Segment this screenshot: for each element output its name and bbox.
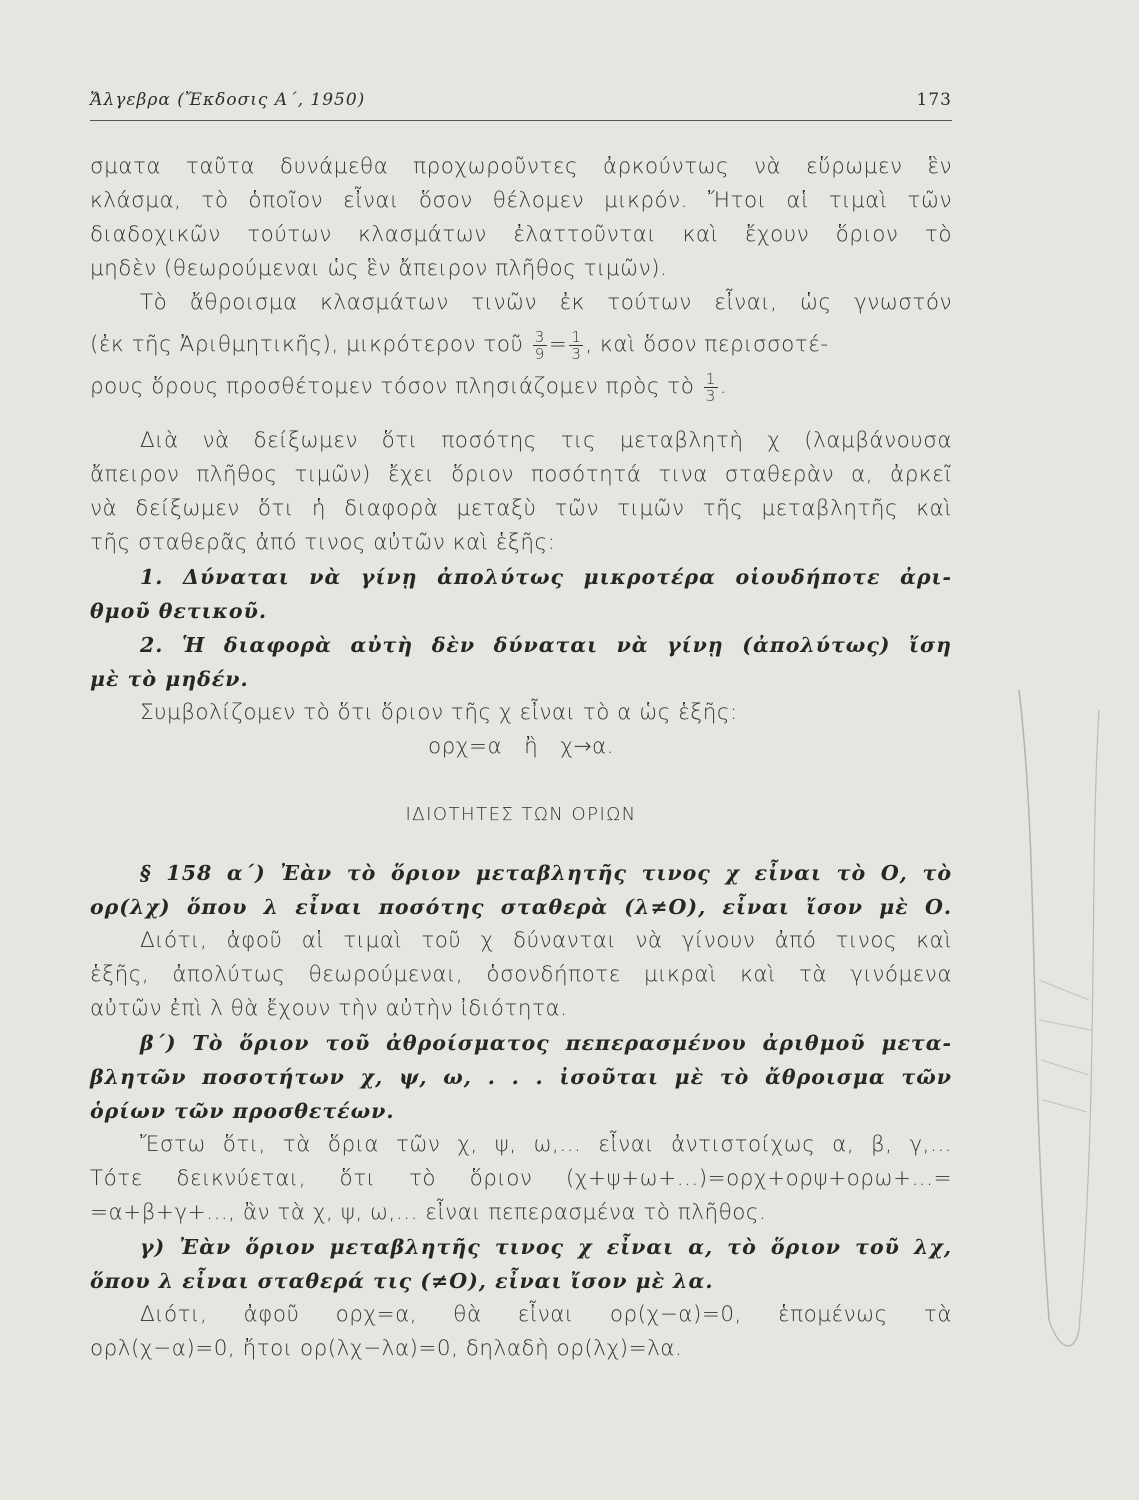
fraction-numerator: 1 [705, 369, 716, 388]
text-line: ὅπου λ εἶναι σταθερά τις (≠Ο), εἶναι ἴσον μὲ λα. [90, 1269, 714, 1293]
paragraph-6 [90, 1128, 952, 1230]
text-line: διαδοχικῶν τούτων κλασμάτων ἐλαττοῦνται καὶ ἔχουν ὅριον τὸ [90, 222, 952, 247]
text-line-with-fractions [90, 328, 952, 362]
text-line: ἑξῆς, ἀπολύτως θεωρούμεναι, ὁσονδήποτε μικραὶ καὶ τὰ γινόμενα [90, 962, 952, 987]
text-line: θμοῦ θετικοῦ. [90, 599, 267, 623]
paragraph-1 [90, 150, 952, 286]
text-line: ἄπειρον πλῆθος τιμῶν) ἔχει ὅριον ποσότητά τινα σταθερὰν α, ἀρκεῖ [90, 462, 952, 487]
text-line: ορλ(χ−α)=0, ἤτοι ορ(λχ−λα)=0, δηλαδὴ ορ(λχ)=λα. [90, 1336, 683, 1361]
text-line: Διὰ νὰ δείξωμεν ὅτι ποσότης τις μεταβλητὴ χ (λαμβάνουσα [140, 428, 952, 453]
property-beta [90, 1026, 952, 1128]
text-line-with-fraction [90, 370, 952, 404]
paragraph-5 [90, 924, 952, 1026]
text-line: Συμβολίζομεν τὸ ὅτι ὅριον τῆς χ εἶναι τὸ α ὡς ἑξῆς: [140, 700, 738, 725]
text-line: 1. Δύναται νὰ γίνῃ ἀπολύτως μικροτέρα οἱουδήποτε ἀρι- [140, 565, 952, 589]
fraction-denominator: 3 [571, 344, 582, 363]
text-line: μὲ τὸ μηδέν. [90, 667, 249, 691]
text-line: ορ(λχ) ὅπου λ εἶναι ποσότης σταθερὰ (λ≠Ο), εἶναι ἴσον μὲ Ο. [90, 895, 952, 919]
property-158-a [90, 856, 952, 924]
fraction-denominator: 9 [534, 344, 545, 363]
pencil-sketch-marks [979, 560, 1139, 1380]
condition-2 [90, 628, 952, 696]
limit-formula: ορχ=α ἢ χ→α. [427, 734, 615, 759]
text-fragment: . [719, 374, 728, 399]
text-line: 2. Ἡ διαφορὰ αὐτὴ δὲν δύναται νὰ γίνῃ (ἀπολύτως) ἴση [140, 633, 952, 657]
text-line: =α+β+γ+..., ἂν τὰ χ, ψ, ω,... εἶναι πεπερασμένα τὸ πλῆθος. [90, 1200, 767, 1225]
running-title: Ἄλγεβρα (Ἔκδοσις Α΄, 1950) [90, 90, 366, 110]
fraction-numerator: 3 [534, 327, 545, 346]
condition-1 [90, 560, 952, 628]
paragraph-4 [90, 696, 952, 764]
text-line: Διότι, ἀφοῦ ορχ=α, θὰ εἶναι ορ(χ−α)=0, ἑπομένως τὰ [140, 1302, 952, 1327]
text-line: Τότε δεικνύεται, ὅτι τὸ ὅριον (χ+ψ+ω+...)=ορχ+ορψ+ορω+...= [90, 1166, 952, 1191]
paragraph-7 [90, 1298, 952, 1366]
section-heading: ΙΔΙΟΤΗΤΕΣ ΤΩΝ ΟΡΙΩΝ [405, 804, 637, 825]
fraction-1-3 [569, 329, 583, 362]
text-line: αὐτῶν ἐπὶ λ θὰ ἔχουν τὴν αὐτὴν ἰδιότητα. [90, 996, 568, 1021]
page-number: 173 [916, 90, 952, 110]
text-fragment: (ἐκ τῆς Ἀριθμητικῆς), μικρότερον τοῦ [90, 332, 524, 357]
text-line: γ) Ἐὰν ὅριον μεταβλητῆς τινος χ εἶναι α, τὸ ὅριον τοῦ λχ, [140, 1235, 952, 1259]
text-line: νὰ δείξωμεν ὅτι ἡ διαφορὰ μεταξὺ τῶν τιμῶν τῆς μεταβλητῆς καὶ [90, 496, 952, 521]
equals-sign: = [548, 332, 568, 357]
text-line: Ἔστω ὅτι, τὰ ὅρια τῶν χ, ψ, ω,... εἶναι ἀντιστοίχως α, β, γ,... [140, 1132, 952, 1157]
header-rule [90, 120, 952, 121]
text-line: κλάσμα, τὸ ὁποῖον εἶναι ὅσον θέλομεν μικρόν. Ἤτοι αἱ τιμαὶ τῶν [90, 188, 952, 213]
text-line: Τὸ ἄθροισμα κλασμάτων τινῶν ἐκ τούτων εἶναι, ὡς γνωστόν [140, 290, 952, 315]
text-line: σματα ταῦτα δυνάμεθα προχωροῦντες ἀρκούντως νὰ εὕρωμεν ἓν [90, 154, 952, 179]
text-fragment: ρους ὅρους προσθέτομεν τόσον πλησιάζομεν πρὸς τὸ [90, 374, 695, 399]
fraction-3-9 [533, 329, 547, 362]
text-fragment: , καὶ ὅσον περισσοτέ- [585, 332, 829, 357]
fraction-1-3 [704, 371, 718, 404]
page-header [90, 90, 952, 110]
text-line: § 158 α΄) Ἐὰν τὸ ὅριον μεταβλητῆς τινος χ εἶναι τὸ Ο, τὸ [140, 861, 952, 885]
text-line: βλητῶν ποσοτήτων χ, ψ, ω, . . . ἰσοῦται μὲ τὸ ἄθροισμα τῶν [90, 1065, 952, 1089]
text-line: ὁρίων τῶν προσθετέων. [90, 1099, 395, 1123]
text-line: β΄) Τὸ ὅριον τοῦ ἀθροίσματος πεπερασμένου ἀριθμοῦ μετα- [140, 1031, 952, 1055]
property-gamma [90, 1230, 952, 1298]
fraction-denominator: 3 [705, 386, 716, 405]
paragraph-3 [90, 424, 952, 560]
text-line: μηδὲν (θεωρούμεναι ὡς ἓν ἄπειρον πλῆθος τιμῶν). [90, 256, 668, 281]
fraction-numerator: 1 [571, 327, 582, 346]
paragraph-2 [90, 286, 952, 404]
text-line: Διότι, ἀφοῦ αἱ τιμαὶ τοῦ χ δύνανται νὰ γίνουν ἀπό τινος καὶ [140, 928, 952, 953]
text-line: τῆς σταθερᾶς ἀπό τινος αὐτῶν καὶ ἑξῆς: [90, 530, 556, 555]
